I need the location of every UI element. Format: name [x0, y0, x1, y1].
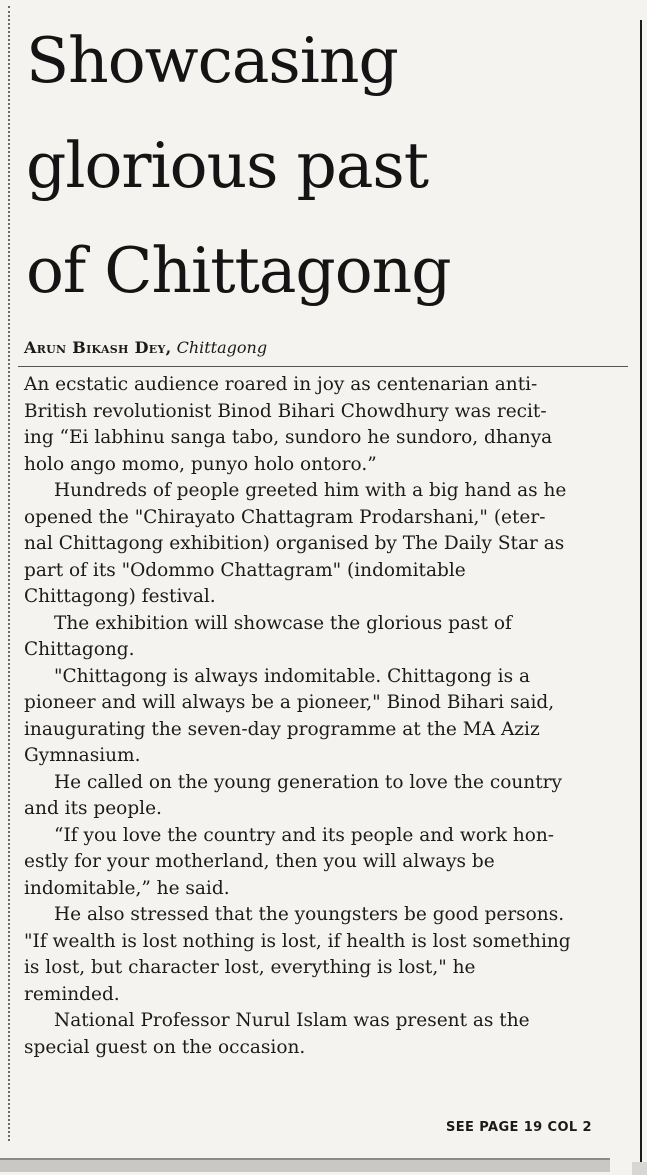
body-line: He also stressed that the youngsters be good persons. [54, 904, 565, 925]
body-line: special guest on the occasion. [24, 1036, 306, 1058]
body-line: estly for your motherland, then you will always be [24, 851, 495, 872]
byline [24, 337, 624, 359]
body-line: Chittagong) festival. [24, 586, 216, 607]
body-line: He called on the young generation to love the country [54, 771, 562, 793]
headline [26, 8, 636, 323]
headline-line: glorious past [26, 129, 429, 202]
byline-divider [18, 366, 628, 367]
body-line: opened the "Chirayato Chattagram Prodarshani," (eter- [24, 506, 546, 528]
byline-author: Arun Bikash Dey, [24, 338, 172, 357]
body-line: "Chittagong is always indomitable. Chittagong is a [54, 665, 530, 687]
body-line: The exhibition will showcase the glorious past of [54, 612, 512, 634]
body-line: Hundreds of people greeted him with a big hand as he [54, 480, 567, 501]
body-line: reminded. [24, 983, 120, 1005]
bottom-border-right [632, 1162, 647, 1175]
body-line: “If you love the country and its people and work hon- [54, 824, 555, 846]
body-line: is lost, but character lost, everything is lost," he [24, 957, 476, 978]
headline-line: Showcasing [26, 24, 398, 97]
body-line: ing “Ei labhinu sanga tabo, sundoro he sundoro, dhanya [24, 427, 553, 448]
body-line: part of its "Odommo Chattagram" (indomitable [24, 559, 466, 581]
byline-place: Chittagong [176, 338, 268, 357]
body-line: National Professor Nurul Islam was present as the [54, 1010, 530, 1031]
body-line: Chittagong. [24, 639, 135, 660]
dotted-column-border [8, 6, 10, 1141]
body-line: nal Chittagong exhibition) organised by The Daily Star as [24, 533, 565, 554]
body-line: Gymnasium. [24, 745, 141, 766]
body-line: holo ango momo, punyo holo ontoro.” [24, 453, 377, 475]
body-line: British revolutionist Binod Bihari Chowdhury was recit- [24, 400, 547, 422]
body-line: and its people. [24, 798, 162, 819]
body-line: inaugurating the seven-day programme at the MA Aziz [24, 718, 540, 740]
bottom-border [0, 1158, 610, 1172]
article-body [24, 372, 624, 1061]
headline-line: of Chittagong [26, 234, 451, 307]
continuation-note: SEE PAGE 19 COL 2 [446, 1120, 592, 1135]
body-line: indomitable,” he said. [24, 877, 230, 899]
column-divider [640, 20, 642, 1170]
body-line: pioneer and will always be a pioneer," Binod Bihari said, [24, 692, 555, 713]
body-line: "If wealth is lost nothing is lost, if health is lost something [24, 930, 571, 952]
body-line: An ecstatic audience roared in joy as centenarian anti- [24, 374, 538, 395]
